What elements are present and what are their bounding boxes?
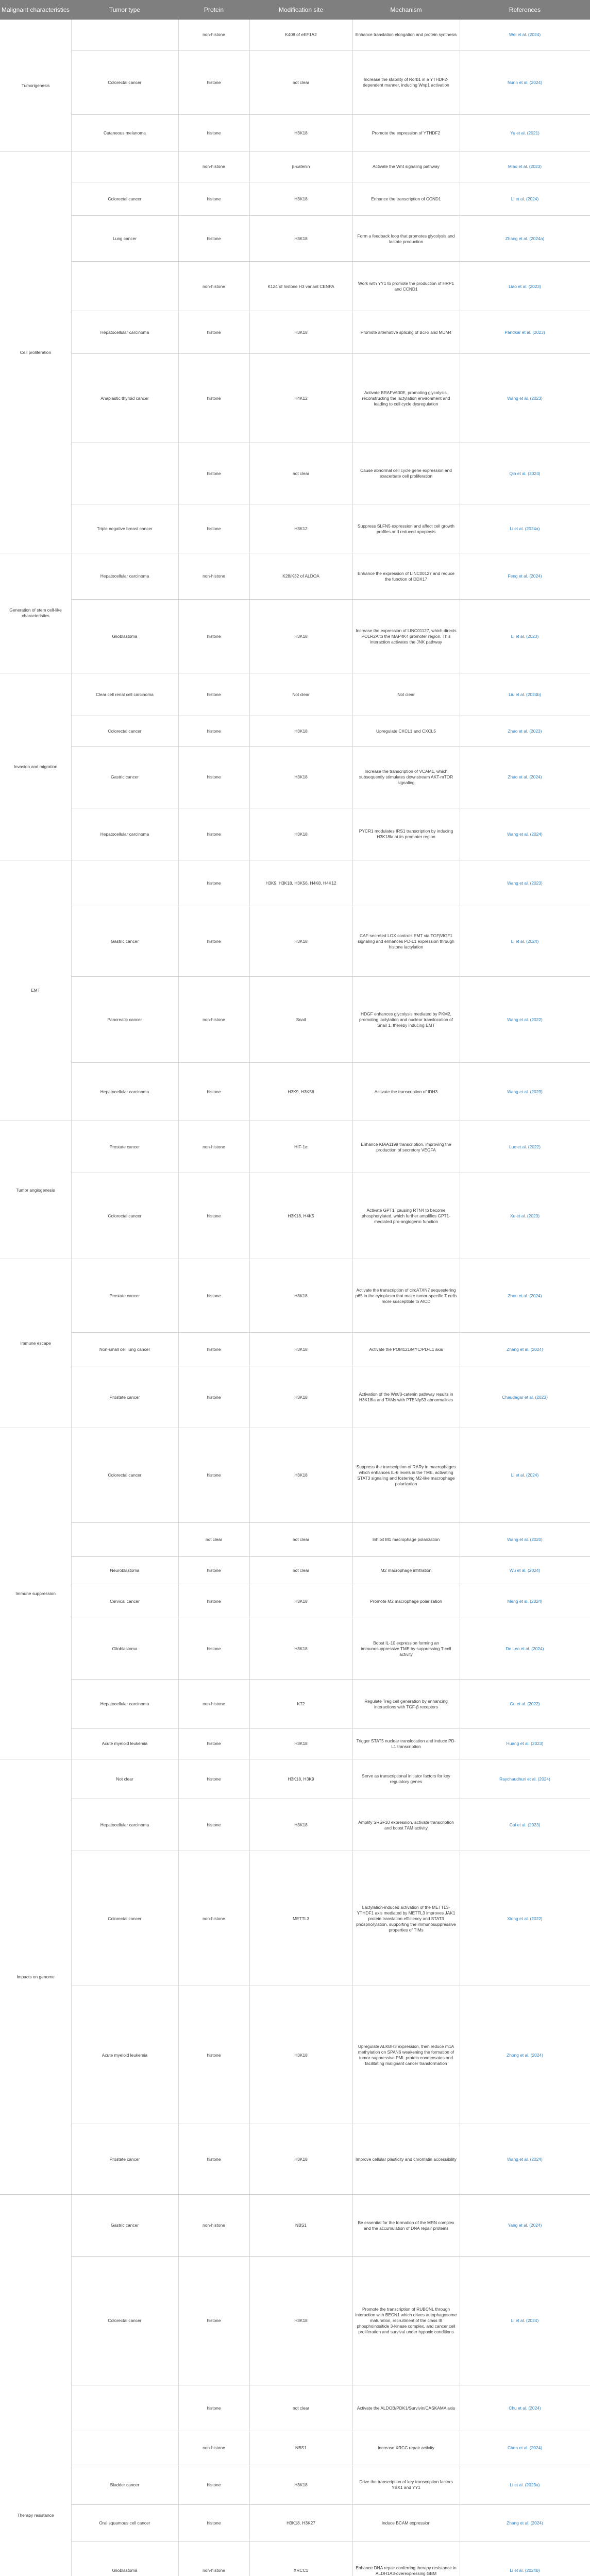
category-cell: Generation of stem cell-like characteristics xyxy=(9,607,62,619)
row-mech-cell: Enhance DNA repair conferring therapy resistance in ALDH1A3-overexpressing GBM xyxy=(356,2565,457,2576)
row-tumor-cell: Prostate cancer xyxy=(109,2157,140,2162)
row-site-cell: H3K18 xyxy=(294,130,308,135)
row-mech-cell: Enhance the expression of LINC00127 and reduce the function of DDX17 xyxy=(357,570,455,582)
row-mech-cell: Increase XRCC repair activity xyxy=(378,2445,434,2451)
row-ref-cell[interactable]: Meng et al. (2024) xyxy=(507,1598,543,1604)
row-tumor-cell: Glioblastoma xyxy=(112,2568,138,2573)
row-mech-cell: Promote M2 macrophage polarization xyxy=(370,1598,442,1604)
row-protein-cell: not clear xyxy=(205,1537,223,1543)
row-ref-cell[interactable]: Liao et al. (2023) xyxy=(509,283,541,289)
row-mech-cell: Enhance translation elongation and protein synthesis xyxy=(355,32,457,38)
row-tumor-cell: Prostate cancer xyxy=(109,1293,140,1298)
row-ref-cell[interactable]: Huang et al. (2023) xyxy=(506,1741,544,1747)
row-tumor-cell: Bladder cancer xyxy=(110,2482,140,2487)
row-ref-cell[interactable]: Pandkar et al. (2023) xyxy=(504,329,545,335)
row-protein-cell: histone xyxy=(207,774,221,780)
row-ref-cell[interactable]: Nunn et al. (2024) xyxy=(507,79,543,85)
row-site-cell: β-catenin xyxy=(292,164,310,170)
row-protein-cell: histone xyxy=(207,1394,221,1400)
row-site-cell: NBS1 xyxy=(295,2223,307,2228)
category-cell: Impacts on genome xyxy=(16,1974,55,1980)
row-ref-cell[interactable]: Li et al. (2024) xyxy=(511,2318,539,2324)
row-ref-cell[interactable]: Xu et al. (2023) xyxy=(510,1213,540,1219)
row-tumor-cell xyxy=(71,262,178,311)
row-tumor-cell xyxy=(71,20,178,50)
table-header xyxy=(0,0,590,20)
row-mech-cell: Activate BRAFV600E, promoting glycolysis, reconstructing the lactylation environment and leading to cell cycle dysregulation xyxy=(362,389,450,406)
row-protein-cell: histone xyxy=(207,196,221,201)
category-cell: Immune suppression xyxy=(15,1590,56,1596)
row-tumor-cell: Colorectal cancer xyxy=(108,1916,142,1921)
row-mech-cell: Serve as transcriptional initiator factors for key regulatory genes xyxy=(362,1773,450,1785)
row-ref-cell[interactable]: Cai et al. (2023) xyxy=(509,1822,541,1828)
row-mech-cell: Activate the transcription of circATXN7 sequestering p65 in the cytoplasm that make tumor-specific T cells more susceptible to AICD xyxy=(355,1287,457,1304)
row-mech-cell: Enhance KIAA1199 transcription, improving the production of secretory VEGFA xyxy=(361,1141,451,1153)
category-cell: Therapy resistance xyxy=(17,2513,54,2518)
row-site-cell: H3K18 xyxy=(294,1822,308,1828)
row-ref-cell[interactable]: Li et al. (2024) xyxy=(511,196,539,201)
row-ref-cell[interactable]: Li et al. (2023) xyxy=(511,633,539,639)
row-site-cell: K408 of eEF1A2 xyxy=(285,32,317,38)
row-tumor-cell xyxy=(71,151,178,182)
row-mech-cell: Promote the transcription of RUBCNL through interaction with BECN1 which drives autophagosome maturation, recruitment of the class III phosphoinositide 3-kinase complex, and cancer cell proliferation and survival under hypoxic conditions xyxy=(355,2307,457,2335)
row-tumor-cell: Clear cell renal cell carcinoma xyxy=(96,691,154,697)
row-mech-cell: Activation of the Wnt/β-catenin pathway results in H3K18la and TAMs with PTEN/p53 abnormalities xyxy=(359,1392,453,1402)
category-cell: Tumorigenesis xyxy=(21,82,50,88)
row-tumor-cell xyxy=(71,860,178,906)
row-tumor-cell: Hepatocellular carcinoma xyxy=(100,831,149,837)
row-ref-cell[interactable]: Chu et al. (2024) xyxy=(509,2405,541,2411)
row-tumor-cell: Not clear xyxy=(116,1776,133,1782)
row-tumor-cell: Gastric cancer xyxy=(111,2223,139,2228)
row-protein-cell: histone xyxy=(207,2052,221,2058)
row-protein-cell: histone xyxy=(207,1347,221,1352)
row-site-cell: H3K18 xyxy=(294,1598,308,1604)
row-tumor-cell xyxy=(71,2385,178,2431)
row-tumor-cell: Pancreatic cancer xyxy=(107,1016,142,1022)
row-protein-cell: histone xyxy=(207,395,221,401)
row-tumor-cell: Colorectal cancer xyxy=(108,728,142,734)
row-mech-cell: Activate the POM121/MYC/PD-L1 axis xyxy=(369,1347,443,1352)
row-ref-cell[interactable]: Li et al. (2024b) xyxy=(510,2568,540,2573)
row-tumor-cell: Colorectal cancer xyxy=(108,196,142,201)
row-site-cell: H3K18 xyxy=(294,939,308,944)
row-mech-cell xyxy=(352,860,460,906)
row-site-cell: H3K18 xyxy=(294,633,308,639)
row-tumor-cell: Prostate cancer xyxy=(109,1394,140,1400)
row-protein-cell: histone xyxy=(207,130,221,135)
row-site-cell: H4K12 xyxy=(294,395,308,401)
row-ref-cell[interactable]: Zhou et al. (2024) xyxy=(508,1293,542,1298)
row-site-cell: HIF-1α xyxy=(294,1144,308,1150)
row-protein-cell: histone xyxy=(207,1822,221,1828)
row-site-cell: K124 of histone H3 variant CENPA xyxy=(267,283,334,289)
row-protein-cell: histone xyxy=(207,880,221,886)
row-site-cell: H3K18 xyxy=(294,1394,308,1400)
row-ref-cell[interactable]: Chen et al. (2024) xyxy=(507,2445,543,2451)
row-ref-cell[interactable]: Yang et al. (2024) xyxy=(508,2223,542,2228)
row-mech-cell: Activate GPT1, causing RTN4 to become phosphorylated, which further amplifies GPT1-mediated pro-angiogenic function xyxy=(361,1208,451,1225)
row-mech-cell: Increase the transcription of VCAM1, which subsequently stimulates downstream AKT-mTOR signaling xyxy=(359,769,453,786)
row-ref-cell[interactable]: Li et al. (2024) xyxy=(511,1472,539,1478)
row-site-cell: H3K18 xyxy=(294,196,308,201)
row-tumor-cell: Hepatocellular carcinoma xyxy=(100,573,149,579)
row-site-cell: not clear xyxy=(292,470,310,476)
row-ref-cell[interactable]: Wang et al. (2023) xyxy=(507,395,543,401)
row-protein-cell: histone xyxy=(207,329,221,335)
row-protein-cell: histone xyxy=(207,1089,221,1094)
row-tumor-cell: Non-small cell lung cancer xyxy=(99,1347,150,1352)
row-mech-cell: Promote the expression of YTHDF2 xyxy=(372,130,441,135)
row-site-cell: H3K9, H3K18, H3K56, H4K8, H4K12 xyxy=(265,880,336,886)
row-protein-cell: histone xyxy=(207,2520,221,2526)
row-site-cell: Not clear xyxy=(292,691,310,697)
row-ref-cell[interactable]: De Leo et al. (2024) xyxy=(505,1646,544,1651)
row-ref-cell[interactable]: Wang et al. (2024) xyxy=(507,2157,543,2162)
header-mechanism: Mechanism xyxy=(390,6,422,13)
row-site-cell: H3K18, H3K9 xyxy=(288,1776,314,1782)
row-protein-cell: histone xyxy=(207,1646,221,1651)
row-protein-cell: histone xyxy=(207,728,221,734)
row-site-cell: XRCC1 xyxy=(293,2568,309,2573)
row-protein-cell: histone xyxy=(207,2405,221,2411)
row-mech-cell: Amplify SRSF10 expression, activate transcription and boost TAM activity xyxy=(358,1819,454,1831)
row-mech-cell: Suppress SLFN5 expression and affect cell growth profiles and reduced apoptosis xyxy=(358,523,454,534)
row-mech-cell: Improve cellular plasticity and chromatin accessibility xyxy=(356,2157,457,2162)
row-mech-cell: Upregulate CXCL1 and CXCL5 xyxy=(376,728,436,734)
row-protein-cell: histone xyxy=(207,2157,221,2162)
column-divider xyxy=(71,20,72,2576)
row-protein-cell: non-histone xyxy=(203,164,225,170)
row-mech-cell: Work with YY1 to promote the production of HRP1 and CCND1 xyxy=(358,281,454,292)
category-cell: Cell proliferation xyxy=(20,349,52,355)
row-protein-cell: non-histone xyxy=(203,1144,225,1150)
row-ref-cell[interactable]: Zhao et al. (2023) xyxy=(508,728,542,734)
row-mech-cell: Cause abnormal cell cycle gene expression and exacerbate cell proliferation xyxy=(360,468,452,479)
row-site-cell: H3K18 xyxy=(294,728,308,734)
row-site-cell: not clear xyxy=(292,2405,310,2411)
header-modification-site: Modification site xyxy=(278,6,324,13)
row-mech-cell: Increase the expression of LINC01127, which directs POLR2A to the MAP4K4 promoter region. This interaction activates the JNK pathway xyxy=(356,628,457,645)
row-protein-cell: histone xyxy=(207,939,221,944)
row-tumor-cell: Prostate cancer xyxy=(109,1144,140,1150)
row-site-cell: K72 xyxy=(297,1701,305,1707)
row-ref-cell[interactable]: Li et al. (2024) xyxy=(511,939,539,944)
row-ref-cell[interactable]: Zhang et al. (2024) xyxy=(507,1347,543,1352)
row-mech-cell: Promote alternative splicing of Bcl-x and MDM4 xyxy=(360,329,452,335)
row-site-cell: H3K18 xyxy=(294,774,308,780)
row-site-cell: H3K18 xyxy=(294,2052,308,2058)
header-category: Malignant characteristics xyxy=(1,6,70,13)
row-mech-cell: M2 macrophage infiltration xyxy=(380,1567,432,1573)
row-tumor-cell: Colorectal cancer xyxy=(108,1213,142,1219)
row-mech-cell: Activate the ALDOB/PDK1/Survivin/CASKAMA axis xyxy=(357,2405,456,2411)
row-mech-cell: Enhance the transcription of CCND1 xyxy=(371,196,441,201)
row-mech-cell: Induce BCAM expression xyxy=(381,2520,431,2526)
row-mech-cell: Regulate Treg cell generation by enhancing interactions with TGF-β receptors xyxy=(364,1698,448,1709)
category-cell: Immune escape xyxy=(20,1341,51,1346)
row-protein-cell: non-histone xyxy=(203,2568,225,2573)
row-tumor-cell: Hepatocellular carcinoma xyxy=(100,1701,149,1707)
row-ref-cell[interactable]: Li et al. (2023a) xyxy=(510,2482,540,2487)
row-tumor-cell: Anaplastic thyroid cancer xyxy=(100,395,149,401)
row-ref-cell[interactable]: Wei et al. (2024) xyxy=(509,32,541,38)
row-protein-cell: non-histone xyxy=(203,1701,225,1707)
row-tumor-cell: Gastric cancer xyxy=(111,774,139,780)
row-site-cell: not clear xyxy=(292,1537,310,1543)
row-mech-cell: Suppress the transcription of RARγ in macrophages which enhances IL-6 levels in the TME, activating STAT3 signaling and fostering M2-like macrophage polarization xyxy=(356,1464,456,1486)
row-site-cell: H3K9, H3K56 xyxy=(288,1089,314,1094)
category-cell: EMT xyxy=(31,988,40,993)
row-site-cell: H3K18 xyxy=(294,831,308,837)
row-protein-cell: non-histone xyxy=(203,573,225,579)
row-site-cell: H3K18 xyxy=(294,236,308,242)
row-mech-cell: Upregulate ALKBH3 expression, then reduce m1A methylation on SPAN6 weakening the formation of tumor-suppressive PML protein condensates and facilitating malignant cancer transformation xyxy=(358,2044,454,2066)
row-ref-cell[interactable]: Liu et al. (2024b) xyxy=(509,691,541,697)
row-tumor-cell: Lung cancer xyxy=(112,236,137,242)
row-ref-cell[interactable]: Wang et al. (2023) xyxy=(507,880,543,886)
row-ref-cell[interactable]: Qin et al. (2024) xyxy=(509,470,541,476)
row-protein-cell: histone xyxy=(207,470,221,476)
row-site-cell: H3K18 xyxy=(294,1347,308,1352)
row-protein-cell: histone xyxy=(207,2318,221,2324)
row-protein-cell: histone xyxy=(207,633,221,639)
row-tumor-cell: Oral squamous cell cancer xyxy=(99,2520,150,2526)
row-mech-cell: CAF-secreted LOX controls EMT via TGFβ/IGF1 signaling and enhances PD-L1 expression through histone lactylation xyxy=(358,933,454,950)
row-mech-cell: PYCR1 modulates IRS1 transcription by inducing H3K18la at its promoter region xyxy=(359,828,453,840)
row-site-cell: H3K12 xyxy=(294,526,308,532)
row-tumor-cell: Triple negative breast cancer xyxy=(97,526,153,532)
column-divider xyxy=(178,20,179,2576)
row-tumor-cell: Colorectal cancer xyxy=(108,2318,142,2324)
row-tumor-cell: Hepatocellular carcinoma xyxy=(100,329,149,335)
row-mech-cell: HDGF enhances glycolysis mediated by PKM2, promoting lactylation and nuclear translocation of Snail 1, thereby inducing EMT xyxy=(359,1011,453,1028)
row-protein-cell: non-histone xyxy=(203,1016,225,1022)
row-site-cell: not clear xyxy=(292,79,310,85)
row-mech-cell: Drive the transcription of key transcription factors YBX1 and YY1 xyxy=(359,2479,453,2490)
row-tumor-cell: Cutaneous melanoma xyxy=(104,130,146,135)
row-site-cell: H3K18 xyxy=(294,2482,308,2487)
row-ref-cell[interactable]: Luo et al. (2022) xyxy=(509,1144,541,1150)
row-protein-cell: histone xyxy=(207,526,221,532)
row-site-cell: K28/K32 of ALDOA xyxy=(282,573,319,579)
category-cell: Invasion and migration xyxy=(13,764,58,769)
row-ref-cell[interactable]: Zhang et al. (2024) xyxy=(507,2520,543,2526)
row-tumor-cell: Glioblastoma xyxy=(112,1646,138,1651)
row-protein-cell: non-histone xyxy=(203,283,225,289)
row-protein-cell: non-histone xyxy=(203,32,225,38)
category-cell: Tumor angiogenesis xyxy=(16,1187,55,1193)
row-site-cell: H3K18 xyxy=(294,2318,308,2324)
column-divider xyxy=(249,20,250,2576)
row-mech-cell: Activate the Wnt signaling pathway xyxy=(373,164,440,170)
row-protein-cell: histone xyxy=(207,1567,221,1573)
row-protein-cell: histone xyxy=(207,2482,221,2487)
row-tumor-cell: Colorectal cancer xyxy=(108,1472,142,1478)
row-site-cell: H3K18, H3K27 xyxy=(286,2520,315,2526)
row-ref-cell[interactable]: Zhang et al. (2024a) xyxy=(505,236,545,242)
row-protein-cell: histone xyxy=(207,1598,221,1604)
row-protein-cell: histone xyxy=(207,236,221,242)
row-mech-cell: Not clear xyxy=(397,691,415,697)
row-ref-cell[interactable]: Wang et al. (2023) xyxy=(507,1089,543,1094)
row-ref-cell[interactable]: Wang et al. (2020) xyxy=(507,1537,543,1543)
row-tumor-cell xyxy=(71,443,178,504)
column-divider xyxy=(352,20,353,2576)
row-ref-cell[interactable]: Zhong et al. (2024) xyxy=(507,2052,543,2058)
row-protein-cell: histone xyxy=(207,1293,221,1298)
row-site-cell: H3K18 xyxy=(294,1472,308,1478)
row-mech-cell: Lactylation-induced activation of the METTL3-YTHDF1 axis mediated by METTL3 improves JAK1 protein translation efficiency and STAT3 phosphorylation, supporting the immunosuppressive properties of TIMs xyxy=(356,1904,456,1933)
row-protein-cell: histone xyxy=(207,1776,221,1782)
row-mech-cell: Be essential for the formation of the MRN complex and the accumulation of DNA repair proteins xyxy=(358,2219,454,2231)
row-mech-cell: Inhibit M1 macrophage polarization xyxy=(372,1537,440,1543)
row-site-cell: not clear xyxy=(292,1567,310,1573)
row-tumor-cell: Gastric cancer xyxy=(111,939,139,944)
row-ref-cell[interactable]: Raychaudhuri et al. (2024) xyxy=(499,1776,550,1782)
row-tumor-cell: Acute myeloid leukemia xyxy=(102,2052,148,2058)
row-tumor-cell: Cervical cancer xyxy=(110,1598,140,1604)
row-mech-cell: Trigger STAT5 nuclear translocation and induce PD-L1 transcription xyxy=(356,1738,456,1749)
row-tumor-cell xyxy=(71,2431,178,2465)
row-mech-cell: Boost IL-10 expression forming an immunosuppressive TME by suppressing T-cell activity xyxy=(361,1640,451,1657)
row-ref-cell[interactable]: Wang et al. (2024) xyxy=(507,831,543,837)
row-site-cell: H3K18 xyxy=(294,1646,308,1651)
row-tumor-cell: Acute myeloid leukemia xyxy=(102,1741,148,1747)
row-tumor-cell: Hepatocellular carcinoma xyxy=(100,1089,149,1094)
row-ref-cell[interactable]: Xiong et al. (2022) xyxy=(507,1916,543,1921)
row-ref-cell[interactable]: Miao et al. (2023) xyxy=(508,164,542,170)
row-protein-cell: non-histone xyxy=(203,2223,225,2228)
row-site-cell: H3K18 xyxy=(294,1741,308,1747)
row-ref-cell[interactable]: Chaudagar et al. (2023) xyxy=(502,1394,548,1400)
row-site-cell: H3K18, H4K5 xyxy=(288,1213,314,1219)
row-tumor-cell: Hepatocellular carcinoma xyxy=(100,1822,149,1828)
row-site-cell: NBS1 xyxy=(295,2445,307,2451)
row-ref-cell[interactable]: Li et al. (2024a) xyxy=(510,526,540,532)
row-site-cell: METTL3 xyxy=(292,1916,310,1921)
row-site-cell: H3K18 xyxy=(294,329,308,335)
row-protein-cell: non-histone xyxy=(203,1916,225,1921)
row-protein-cell: histone xyxy=(207,1472,221,1478)
row-mech-cell: Activate the transcription of IDH3 xyxy=(374,1089,438,1094)
row-protein-cell: histone xyxy=(207,691,221,697)
row-ref-cell[interactable]: Wu et al. (2024) xyxy=(509,1567,541,1573)
row-tumor-cell xyxy=(71,1523,178,1557)
header-tumor-type: Tumor type xyxy=(109,6,141,13)
row-protein-cell: histone xyxy=(207,79,221,85)
row-tumor-cell: Neuroblastoma xyxy=(110,1567,140,1573)
row-site-cell: Snail xyxy=(296,1016,306,1022)
row-tumor-cell: Colorectal cancer xyxy=(108,79,142,85)
row-mech-cell: Increase the stability of Rorb1 in a YTHDF2-dependent manner, inducing Wnp1 activation xyxy=(363,77,449,88)
row-protein-cell: non-histone xyxy=(203,2445,225,2451)
row-protein-cell: histone xyxy=(207,831,221,837)
row-mech-cell: Form a feedback loop that promotes glycolysis and lactate production xyxy=(357,233,455,244)
row-ref-cell[interactable]: Zhao et al. (2024) xyxy=(508,774,542,780)
row-site-cell: H3K18 xyxy=(294,1293,308,1298)
row-site-cell: H3K18 xyxy=(294,2157,308,2162)
row-ref-cell[interactable]: Wang et al. (2022) xyxy=(507,1016,543,1022)
row-ref-cell[interactable]: Gu et al. (2022) xyxy=(510,1701,540,1707)
row-tumor-cell: Glioblastoma xyxy=(112,633,138,639)
row-protein-cell: histone xyxy=(207,1213,221,1219)
row-ref-cell[interactable]: Yu et al. (2021) xyxy=(510,130,540,135)
header-protein: Protein xyxy=(204,6,224,13)
row-protein-cell: histone xyxy=(207,1741,221,1747)
header-references: References xyxy=(509,6,541,13)
row-ref-cell[interactable]: Feng et al. (2024) xyxy=(508,573,542,579)
